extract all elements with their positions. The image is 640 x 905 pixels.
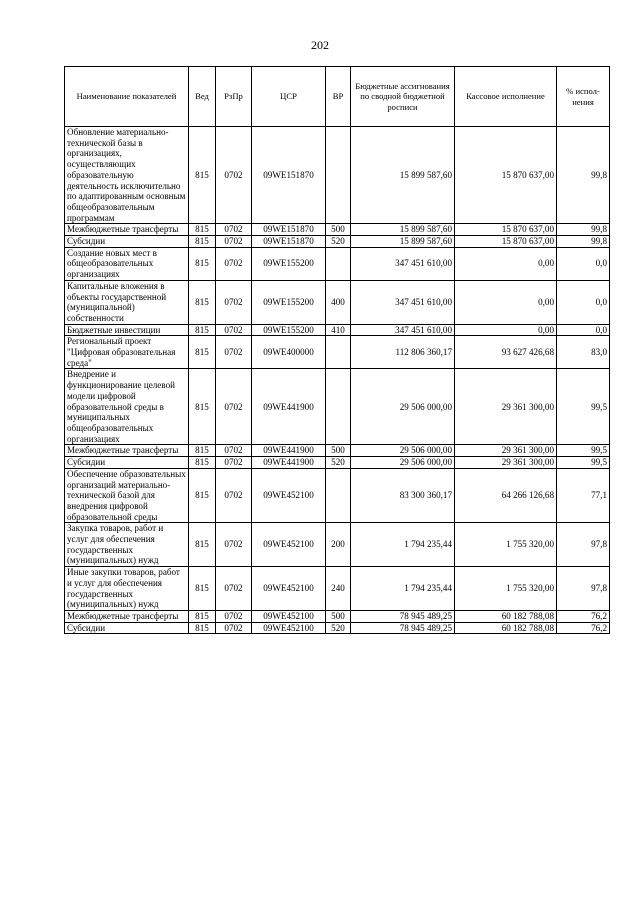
row-percent: 76,2: [557, 610, 610, 622]
row-name: Внедрение и функционирование целевой модели цифровой образовательной среды в муниципальных общеобразовательных организациях: [65, 369, 189, 445]
row-vr: 520: [326, 236, 351, 248]
row-rzpr: 0702: [216, 236, 252, 248]
row-rzpr: 0702: [216, 523, 252, 567]
row-vr: [326, 336, 351, 369]
row-budget: 29 506 000,00: [351, 457, 455, 469]
row-name: Обеспечение образовательных организаций материально-технической базой для внедрения цифровой образовательной среды: [65, 468, 189, 523]
row-vr: 200: [326, 523, 351, 567]
row-cash: 93 627 426,68: [455, 336, 557, 369]
row-cash: 1 755 320,00: [455, 523, 557, 567]
table-row: [65, 369, 610, 445]
table-row: [65, 336, 610, 369]
row-vr: 500: [326, 610, 351, 622]
row-ved: 815: [189, 127, 216, 224]
table-row: [65, 324, 610, 336]
row-ved: 815: [189, 236, 216, 248]
row-ved: 815: [189, 247, 216, 280]
row-name: Создание новых мест в общеобразовательных организациях: [65, 247, 189, 280]
header-vr: ВР: [326, 67, 351, 127]
header-csr: ЦСР: [252, 67, 326, 127]
row-name: Субсидии: [65, 457, 189, 469]
row-ved: 815: [189, 336, 216, 369]
row-name: Обновление материально-технической базы в организациях, осуществляющих образовательную деятельность исключительно по адаптированным основным общеобразовательным программам: [65, 127, 189, 224]
row-budget: 15 899 587,60: [351, 224, 455, 236]
row-percent: 0,0: [557, 280, 610, 324]
row-cash: 60 182 788,08: [455, 610, 557, 622]
row-name: Межбюджетные трансферты: [65, 610, 189, 622]
row-budget: 15 899 587,60: [351, 236, 455, 248]
row-cash: 29 361 300,00: [455, 445, 557, 457]
row-csr: 09WE151870: [252, 236, 326, 248]
row-ved: 815: [189, 457, 216, 469]
row-budget: 347 451 610,00: [351, 324, 455, 336]
row-csr: 09WE441900: [252, 445, 326, 457]
row-budget: 1 794 235,44: [351, 567, 455, 611]
budget-execution-table: [64, 66, 610, 634]
row-cash: 15 870 637,00: [455, 127, 557, 224]
row-name: Иные закупки товаров, работ и услуг для обеспечения государственных (муниципальных) нужд: [65, 567, 189, 611]
table-row: [65, 445, 610, 457]
table-row: [65, 457, 610, 469]
row-percent: 0,0: [557, 247, 610, 280]
row-rzpr: 0702: [216, 336, 252, 369]
row-csr: 09WE452100: [252, 622, 326, 634]
row-ved: 815: [189, 324, 216, 336]
row-vr: [326, 468, 351, 523]
row-budget: 347 451 610,00: [351, 247, 455, 280]
row-ved: 815: [189, 523, 216, 567]
row-csr: 09WE452100: [252, 610, 326, 622]
row-name: Капитальные вложения в объекты государственной (муниципальной) собственности: [65, 280, 189, 324]
row-name: Субсидии: [65, 622, 189, 634]
row-percent: 97,8: [557, 523, 610, 567]
row-budget: 1 794 235,44: [351, 523, 455, 567]
row-percent: 99,5: [557, 457, 610, 469]
row-name: Межбюджетные трансферты: [65, 224, 189, 236]
row-cash: 0,00: [455, 324, 557, 336]
row-ved: 815: [189, 369, 216, 445]
row-budget: 83 300 360,17: [351, 468, 455, 523]
row-vr: [326, 247, 351, 280]
row-csr: 09WE400000: [252, 336, 326, 369]
row-budget: 29 506 000,00: [351, 369, 455, 445]
table-row: [65, 127, 610, 224]
table-row: [65, 468, 610, 523]
row-budget: 347 451 610,00: [351, 280, 455, 324]
row-percent: 99,8: [557, 224, 610, 236]
row-vr: [326, 127, 351, 224]
row-ved: 815: [189, 610, 216, 622]
row-rzpr: 0702: [216, 457, 252, 469]
row-csr: 09WE452100: [252, 523, 326, 567]
table-row: [65, 224, 610, 236]
row-csr: 09WE441900: [252, 369, 326, 445]
row-cash: 15 870 637,00: [455, 236, 557, 248]
table-row: [65, 622, 610, 634]
header-percent: % испол-нения: [557, 67, 610, 127]
row-rzpr: 0702: [216, 247, 252, 280]
row-ved: 815: [189, 445, 216, 457]
row-rzpr: 0702: [216, 224, 252, 236]
row-vr: 500: [326, 445, 351, 457]
row-percent: 97,8: [557, 567, 610, 611]
header-name: Наименование показателей: [65, 67, 189, 127]
row-vr: 520: [326, 622, 351, 634]
row-csr: 09WE452100: [252, 567, 326, 611]
row-vr: 520: [326, 457, 351, 469]
table-row: [65, 567, 610, 611]
row-cash: 64 266 126,68: [455, 468, 557, 523]
row-csr: 09WE155200: [252, 324, 326, 336]
row-ved: 815: [189, 567, 216, 611]
table-row: [65, 610, 610, 622]
row-name: Бюджетные инвестиции: [65, 324, 189, 336]
row-percent: 0,0: [557, 324, 610, 336]
row-cash: 1 755 320,00: [455, 567, 557, 611]
row-rzpr: 0702: [216, 369, 252, 445]
row-cash: 60 182 788,08: [455, 622, 557, 634]
row-ved: 815: [189, 280, 216, 324]
row-ved: 815: [189, 224, 216, 236]
row-vr: 240: [326, 567, 351, 611]
row-vr: 410: [326, 324, 351, 336]
row-csr: 09WE151870: [252, 224, 326, 236]
row-percent: 83,0: [557, 336, 610, 369]
row-rzpr: 0702: [216, 468, 252, 523]
row-budget: 15 899 587,60: [351, 127, 455, 224]
header-budget: Бюджетные ассигнования по сводной бюджетной росписи: [351, 67, 455, 127]
row-csr: 09WE452100: [252, 468, 326, 523]
row-budget: 29 506 000,00: [351, 445, 455, 457]
row-rzpr: 0702: [216, 622, 252, 634]
row-cash: 15 870 637,00: [455, 224, 557, 236]
page-number: 202: [311, 38, 329, 52]
row-csr: 09WE151870: [252, 127, 326, 224]
row-percent: 99,5: [557, 369, 610, 445]
row-rzpr: 0702: [216, 567, 252, 611]
header-rzpr: РзПр: [216, 67, 252, 127]
row-percent: 76,2: [557, 622, 610, 634]
row-ved: 815: [189, 468, 216, 523]
row-vr: 400: [326, 280, 351, 324]
row-percent: 99,5: [557, 445, 610, 457]
table-header-row: [65, 67, 610, 127]
row-csr: 09WE155200: [252, 280, 326, 324]
row-cash: 0,00: [455, 280, 557, 324]
row-budget: 78 945 489,25: [351, 610, 455, 622]
row-rzpr: 0702: [216, 280, 252, 324]
row-name: Субсидии: [65, 236, 189, 248]
row-rzpr: 0702: [216, 127, 252, 224]
table-row: [65, 236, 610, 248]
row-rzpr: 0702: [216, 324, 252, 336]
row-budget: 78 945 489,25: [351, 622, 455, 634]
row-name: Региональный проект "Цифровая образовательная среда": [65, 336, 189, 369]
row-csr: 09WE155200: [252, 247, 326, 280]
table-row: [65, 247, 610, 280]
header-ved: Вед: [189, 67, 216, 127]
header-cash: Кассовое исполнение: [455, 67, 557, 127]
table-row: [65, 280, 610, 324]
row-percent: 99,8: [557, 236, 610, 248]
row-name: Закупка товаров, работ и услуг для обеспечения государственных (муниципальных) нужд: [65, 523, 189, 567]
row-rzpr: 0702: [216, 445, 252, 457]
table-row: [65, 523, 610, 567]
row-cash: 29 361 300,00: [455, 369, 557, 445]
row-budget: 112 806 360,17: [351, 336, 455, 369]
row-cash: 0,00: [455, 247, 557, 280]
row-vr: 500: [326, 224, 351, 236]
row-percent: 99,8: [557, 127, 610, 224]
row-rzpr: 0702: [216, 610, 252, 622]
row-name: Межбюджетные трансферты: [65, 445, 189, 457]
row-ved: 815: [189, 622, 216, 634]
row-csr: 09WE441900: [252, 457, 326, 469]
row-percent: 77,1: [557, 468, 610, 523]
row-cash: 29 361 300,00: [455, 457, 557, 469]
row-vr: [326, 369, 351, 445]
